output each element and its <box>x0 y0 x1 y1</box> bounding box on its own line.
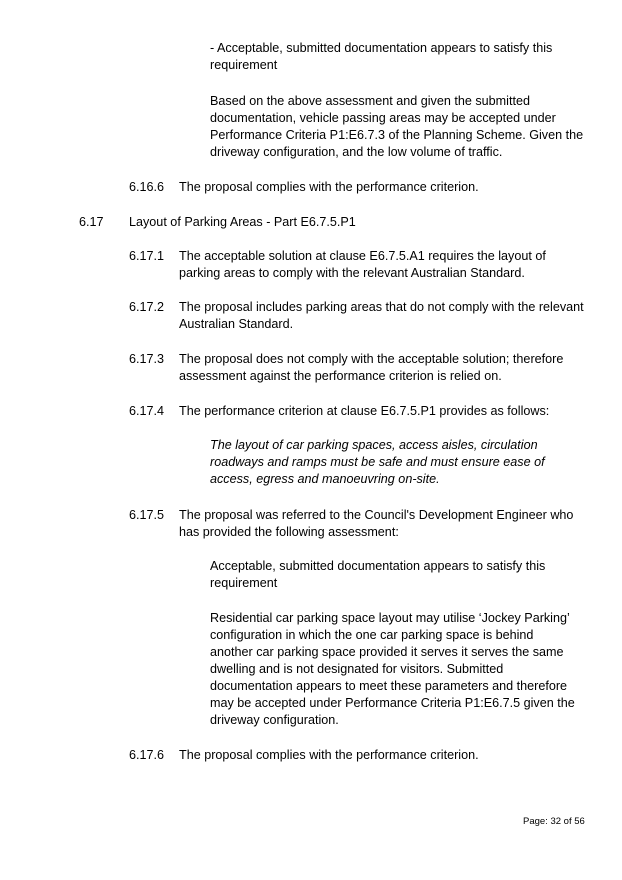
item-text-6-17-4: The performance criterion at clause E6.7.5.P1 provides as follows: <box>179 404 550 418</box>
item-text-6-17-5: The proposal was referred to the Council's Development Engineer who has provided the following assessment: <box>179 508 574 539</box>
performance-criterion-quote: The layout of car parking spaces, access aisles, circulation roadways and ramps must be safe and must ensure ease of access, egress and manoeuvring on-site. <box>210 438 545 486</box>
item-text-6-17-6: The proposal complies with the performance criterion. <box>179 748 479 762</box>
engineer-comment-2-acceptable: Acceptable, submitted documentation appears to satisfy this requirement <box>210 559 546 590</box>
page-number-footer: Page: 32 of 56 <box>523 816 585 827</box>
item-text-6-16-6: The proposal complies with the performance criterion. <box>179 180 479 194</box>
item-number-6-17-5: 6.17.5 <box>129 508 165 522</box>
item-number-6-17-1: 6.17.1 <box>129 249 165 263</box>
engineer-comment-assessment: Based on the above assessment and given the submitted documentation, vehicle passing areas may be accepted under Performance Criteria P1:E6.7.3 of the Planning Scheme. Given the driveway configuration, and the low volume of traffic. <box>210 94 584 159</box>
item-number-6-17-4: 6.17.4 <box>129 404 165 418</box>
item-number-6-17-6: 6.17.6 <box>129 748 165 762</box>
section-number: 6.17 <box>79 215 104 229</box>
item-number-6-16-6: 6.16.6 <box>129 180 165 194</box>
item-text-6-17-2: The proposal includes parking areas that do not comply with the relevant Australian Standard. <box>179 300 584 331</box>
item-number-6-17-2: 6.17.2 <box>129 300 165 314</box>
section-title: Layout of Parking Areas - Part E6.7.5.P1 <box>129 215 356 229</box>
item-number-6-17-3: 6.17.3 <box>129 352 165 366</box>
item-text-6-17-3: The proposal does not comply with the acceptable solution; therefore assessment against the performance criterion is relied on. <box>179 352 564 383</box>
engineer-comment-acceptable: - Acceptable, submitted documentation appears to satisfy this requirement <box>210 41 553 72</box>
engineer-comment-2-assessment: Residential car parking space layout may utilise ‘Jockey Parking’ configuration in which the one car parking space is behind another car parking space provided it serves it serves the same dwelling and is not designated for visitors. Submitted documentation appears to meet these parameters and therefore may be accepted under Performance Criteria P1:E6.7.5 given the driveway configuration. <box>210 611 575 727</box>
item-text-6-17-1: The acceptable solution at clause E6.7.5.A1 requires the layout of parking areas to comply with the relevant Australian Standard. <box>179 249 546 280</box>
